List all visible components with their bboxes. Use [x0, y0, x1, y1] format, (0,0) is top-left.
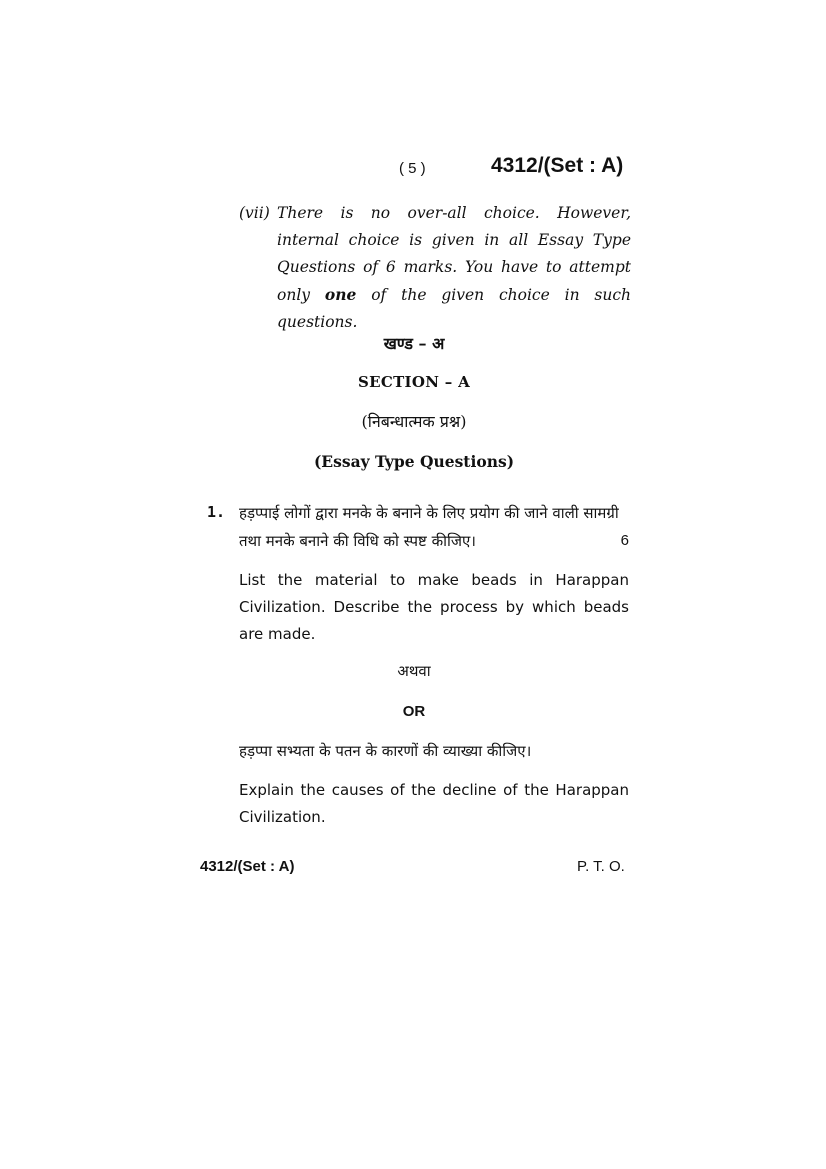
instruction-text-part2: of the given choice in such questions. — [277, 286, 631, 331]
question-1-alt-english: Explain the causes of the decline of the Harappan Civilization. — [239, 781, 629, 826]
or-english: OR — [402, 703, 426, 720]
question-marks: 6 — [620, 532, 629, 549]
section-title-english: SECTION – A — [357, 373, 471, 391]
instruction-text — [277, 200, 631, 336]
question-1-alt-hindi: हड़प्पा सभ्यता के पतन के कारणों की व्याख्या कीजिए। — [239, 742, 532, 760]
question-number: 1. — [207, 503, 226, 521]
footer-paper-code: 4312/(Set : A) — [200, 858, 295, 875]
instruction-bold-word: one — [324, 285, 357, 304]
page-number: ( 5 ) — [399, 160, 426, 177]
question-1-english: List the material to make beads in Harappan Civilization. Describe the process by which beads are made. — [239, 571, 629, 643]
question-1-hindi — [239, 499, 629, 555]
section-subtitle-hindi: (निबन्धात्मक प्रश्न) — [361, 412, 467, 431]
instruction-text-part1: There is no over-all choice. However, internal choice is given in all Essay Type Questions of 6 marks. You have to attempt only — [277, 204, 631, 304]
or-hindi: अथवा — [397, 662, 431, 680]
question-1-hindi-text: हड़प्पाई लोगों द्वारा मनके के बनाने के लिए प्रयोग की जाने वाली सामग्री तथा मनके बनाने की विधि को स्पष्ट कीजिए। — [239, 504, 619, 550]
instruction-vii — [239, 200, 631, 336]
instruction-number: (vii) — [239, 204, 270, 222]
paper-code-header: 4312/(Set : A) — [491, 154, 624, 177]
pto-label: P. T. O. — [577, 858, 625, 875]
section-title-hindi: खण्ड – अ — [383, 334, 445, 353]
section-subtitle-english: (Essay Type Questions) — [313, 452, 515, 471]
